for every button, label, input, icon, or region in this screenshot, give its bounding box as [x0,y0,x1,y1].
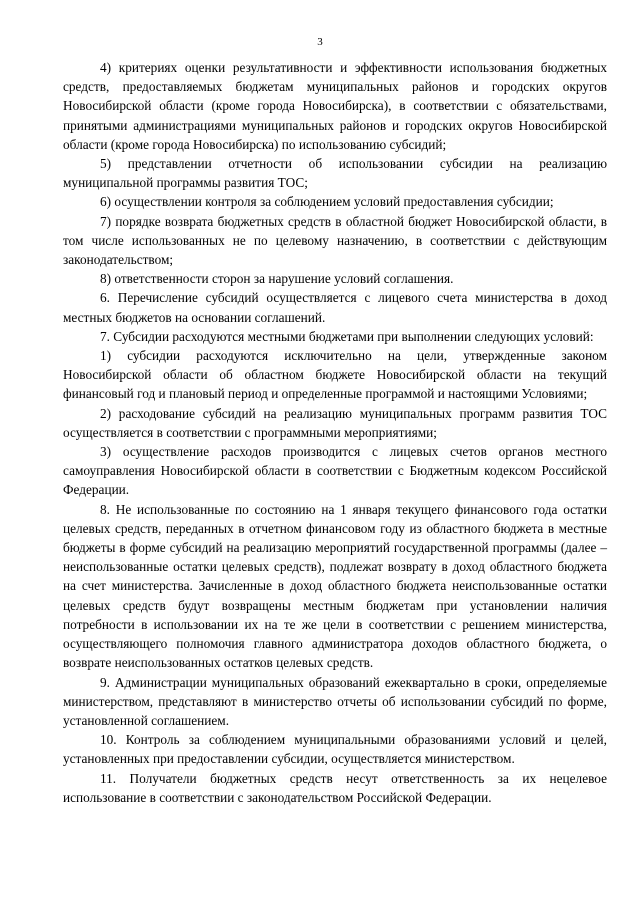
paragraph-section-11-liability: 11. Получатели бюджетных средств несут ответственность за их нецелевое использование в соответствии с законодательством Российской Федерации. [63,770,607,805]
paragraph-condition-2: 2) расходование субсидий на реализацию муниципальных программ развития ТОС осуществляется в соответствии с программными мероприятиями; [63,405,607,440]
paragraph-section-10-oversight: 10. Контроль за соблюдением муниципальными образованиями условий и целей, установленных при предоставлении субсидии, осуществляется министерством. [63,732,607,767]
paragraph-item-5-reporting: 5) представлении отчетности об использовании субсидии на реализацию муниципальной программы развития ТОС; [63,156,607,191]
paragraph-item-7-return-procedure: 7) порядке возврата бюджетных средств в областной бюджет Новосибирской области, в том числе использованных не по целевому назначению, в соответствии с действующим законодательством; [63,213,607,268]
paragraph-condition-1: 1) субсидии расходуются исключительно на цели, утвержденные законом Новосибирской области об областном бюджете Новосибирской области на текущий финансовый год и плановый период и определенные программой и настоящими Условиями; [63,348,607,402]
paragraph-item-8-responsibility: 8) ответственности сторон за нарушение условий соглашения. [100,271,454,287]
document-body [63,58,607,807]
paragraph-item-6-control: 6) осуществлении контроля за соблюдением условий предоставления субсидии; [100,194,554,210]
paragraph-condition-3: 3) осуществление расходов производится с лицевых счетов органов местного самоуправления Новосибирской области в соответствии с Бюджетным кодексом Российской Федерации. [63,444,607,498]
paragraph-section-6-transfer: 6. Перечисление субсидий осуществляется с лицевого счета министерства в доход местных бюджетов на основании соглашений. [63,290,607,325]
paragraph-section-9-reports: 9. Администрации муниципальных образований ежеквартально в сроки, определяемые министерством, представляют в министерство отчеты об использовании субсидий по форме, установленной соглашением. [63,674,607,728]
paragraph-item-4-criteria: 4) критериях оценки результативности и эффективности использования бюджетных средств, предоставляемых бюджетам муниципальных районов и городских округов Новосибирской области (кроме города Новосибирска), в соответствии с обязательствами, принятыми администрациями муниципальных районов и городских округов Новосибирской области (кроме города Новосибирска) по использованию субсидий; [63,60,607,152]
paragraph-section-8-unused-balances: 8. Не использованные по состоянию на 1 января текущего финансового года остатки целевых средств, переданных в отчетном финансовом году из областного бюджета в местные бюджеты в форме субсидий на реализацию мероприятий государственной программы (далее – неиспользованные остатки целевых средств), подлежат возврату в доход областного бюджета на счет министерства. Зачисленные в доход областного бюджета неиспользованные остатки целевых средств будут возвращены местным бюджетам при установлении наличия потребности в использовании их на те же цели в соответствии с решением министерства, осуществляющего полномочия главного администратора доходов областного бюджета, о возврате неиспользованных остатков целевых средств. [63,501,607,671]
paragraph-section-7-conditions: 7. Субсидии расходуются местными бюджетами при выполнении следующих условий: [100,328,594,344]
page-number: 3 [317,36,323,48]
